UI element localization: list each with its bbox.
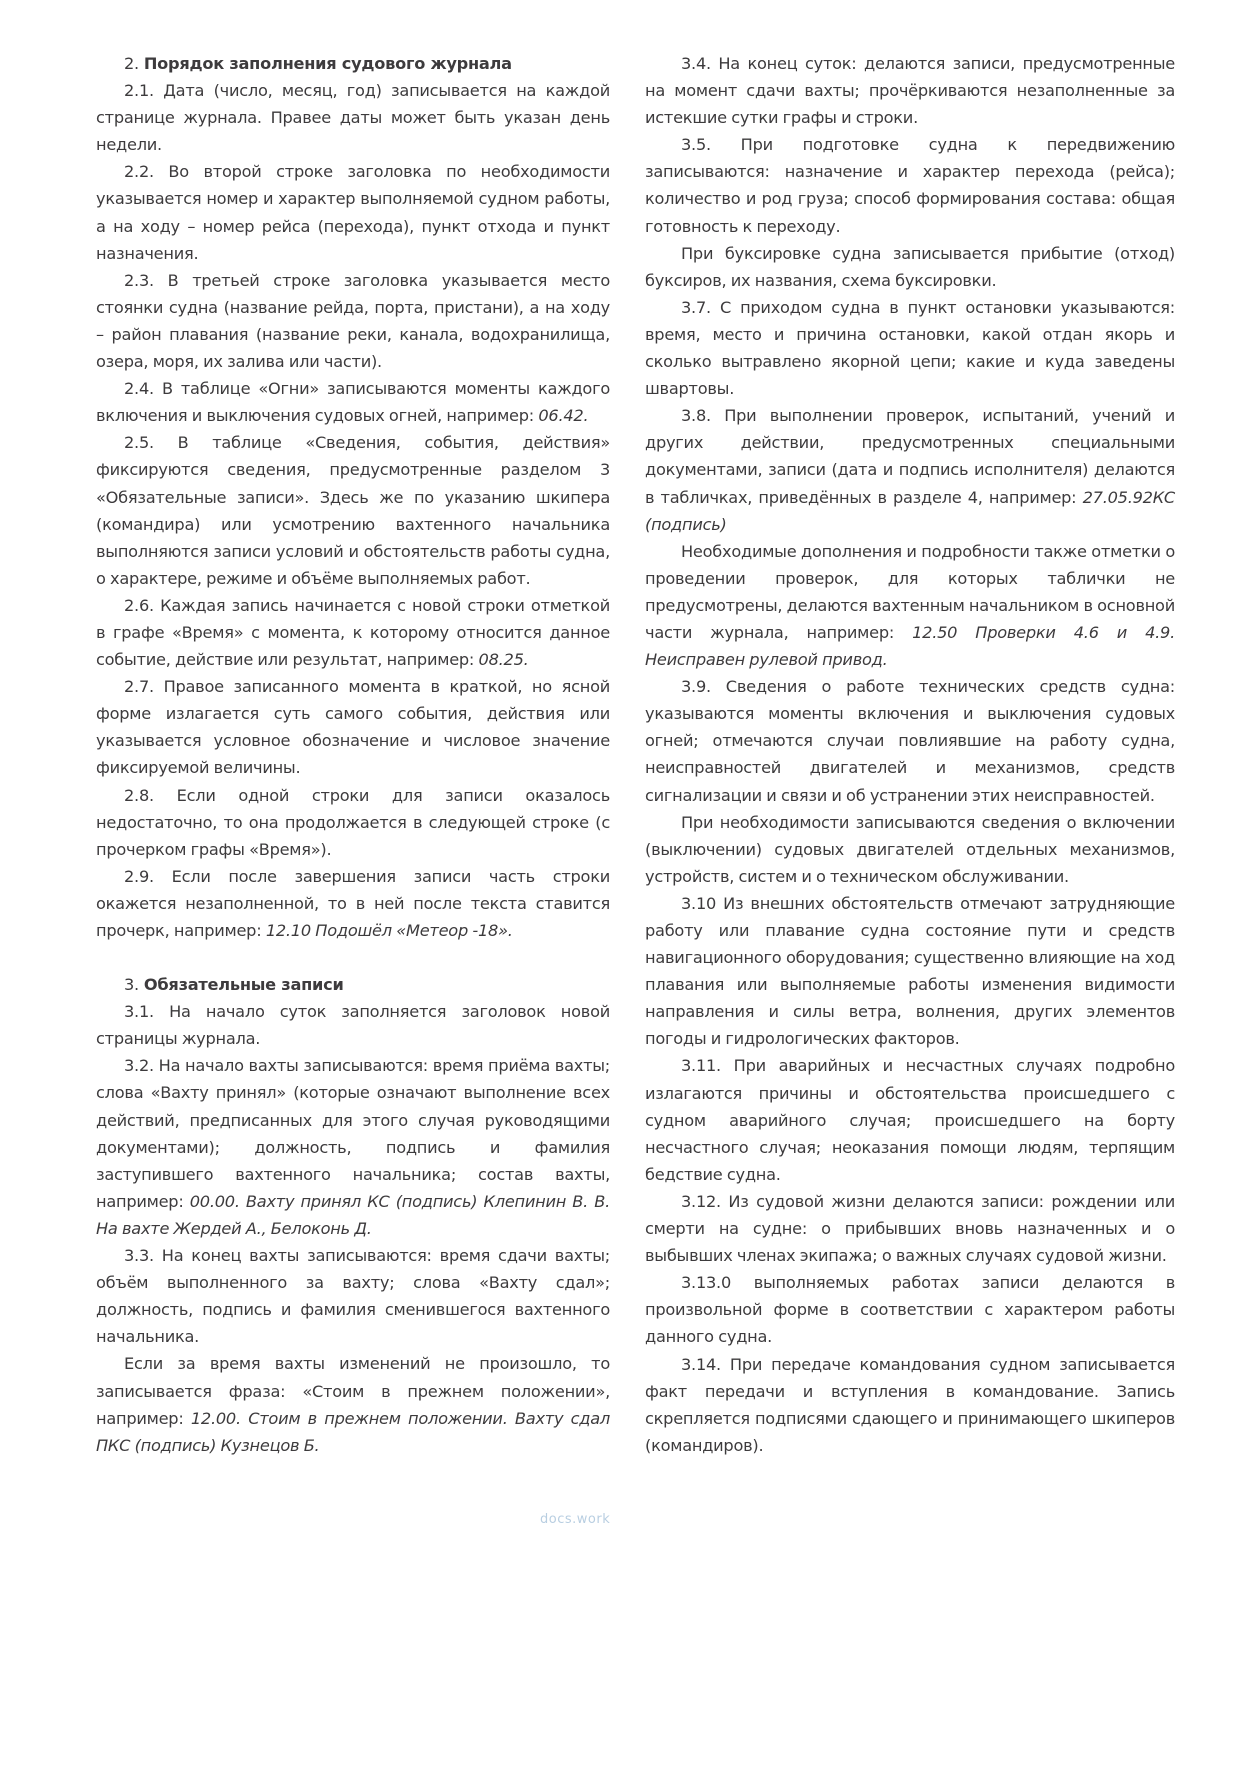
- paragraph-text: 2.2. Во второй строке заголовка по необходимости указывается номер и характер выполняемой судном работы, а на ходу – номер рейса (перехода), пункт отхода и пункт назначения.: [96, 162, 610, 263]
- paragraph-text: 3.5. При подготовке судна к передвижению записываются: назначение и характер перехода (рейса); количество и род груза; способ формирования состава: общая готовность к переходу.: [645, 135, 1175, 236]
- paragraph-text: 2.6. Каждая запись начинается с новой строки отметкой в графе «Время» с момента, к которому относится данное событие, действие или результат, например:: [96, 595, 610, 670]
- paragraph: [96, 1052, 610, 1242]
- section-number: 3.: [124, 975, 139, 995]
- left-column: [96, 50, 610, 1459]
- paragraph-text: При буксировке судна записывается прибытие (отход) буксиров, их названия, схема буксировки.: [645, 243, 1175, 290]
- example-text: 08.25.: [478, 650, 529, 670]
- paragraph-text: 2.3. В третьей строке заголовка указывается место стоянки судна (название рейда, порта, пристани), а на ходу – район плавания (название реки, канала, водохранилища, озера, моря, их залива или части).: [96, 270, 610, 372]
- example-text: 06.42.: [538, 406, 589, 426]
- paragraph: [96, 429, 610, 592]
- paragraph-text: 3.7. С приходом судна в пункт остановки указываются: время, место и причина остановки, какой отдан якорь и сколько вытравлено якорной цепи; какие и куда заведены швартовы.: [645, 297, 1175, 399]
- paragraph: [96, 998, 610, 1052]
- paragraph: [96, 267, 610, 375]
- paragraph-text: 3.10 Из внешних обстоятельств отмечают затрудняющие работу или плавание судна состояние пути и средств навигационного оборудования; существенно влияющие на ход плавания или выполняемые работы изменения видимости направления и силы ветра, волнения, других элементов погоды и гидрологических факторов.: [645, 893, 1175, 1049]
- paragraph: [645, 809, 1175, 890]
- section-title: Порядок заполнения судового журнала: [143, 54, 512, 73]
- paragraph: [96, 77, 610, 158]
- paragraph-text: 3.13.0 выполняемых работах записи делаются в произвольной форме в соответствии с характером работы данного судна.: [645, 1273, 1175, 1347]
- paragraph-text: 3.2. На начало вахты записываются: время приёма вахты; слова «Вахту принял» (которые означают выполнение всех действий, предписанных для этого случая руководящими документами); должность, подпись и фамилия заступившего вахтенного начальника; состав вахты, например:: [96, 1056, 610, 1211]
- right-column: [645, 50, 1175, 1459]
- paragraph-text: 2.5. В таблице «Сведения, события, действия» фиксируются сведения, предусмотренные разделом 3 «Обязательные записи». Здесь же по указанию шкипера (командира) или усмотрению вахтенного начальника выполняются записи условий и обстоятельств работы судна, о характере, режиме и объёме выполняемых работ.: [96, 433, 610, 588]
- paragraph: [96, 1350, 610, 1458]
- example-text: 27.05.92КС (подпись): [645, 487, 1175, 534]
- paragraph-text: 3.8. При выполнении проверок, испытаний, учений и других действии, предусмотренных специальными документами, записи (дата и подпись исполнителя) делаются в табличках, приведённых в разделе 4, например:: [645, 406, 1175, 507]
- paragraph: [96, 673, 610, 781]
- paragraph: [96, 863, 610, 944]
- section-3-heading: [96, 971, 610, 998]
- paragraph: [645, 890, 1175, 1053]
- paragraph-text: 3.11. При аварийных и несчастных случаях подробно излагаются причины и обстоятельства происшедшего с судном аварийного случая; происшедшего на борту несчастного случая; неоказания помощи людям, терпящим бедствие судна.: [645, 1056, 1175, 1184]
- paragraph-text: Если за время вахты изменений не произошло, то записывается фраза: «Стоим в прежнем положении», например:: [96, 1354, 610, 1428]
- section-number: 2.: [124, 54, 139, 73]
- section-2-heading: [96, 50, 610, 77]
- paragraph: [96, 592, 610, 673]
- paragraph: [96, 158, 610, 266]
- paragraph-text: 3.12. Из судовой жизни делаются записи: рождении или смерти на судне: о прибывших вновь назначенных и о выбывших членах экипажа; о важных случаях судовой жизни.: [645, 1191, 1175, 1266]
- paragraph-text: 2.4. В таблице «Огни» записываются моменты каждого включения и выключения судовых огней, например:: [96, 379, 610, 426]
- paragraph: [645, 50, 1175, 131]
- paragraph-text: 3.14. При передаче командования судном записывается факт передачи и вступления в командование. Запись скрепляется подписями сдающего и принимающего шкиперов (командиров).: [645, 1354, 1175, 1455]
- paragraph: [96, 1242, 610, 1350]
- paragraph-text: 3.4. На конец суток: делаются записи, предусмотренные на момент сдачи вахты; прочёркиваются незаполненные за истекшие сутки графы и строки.: [645, 54, 1175, 128]
- paragraph: [645, 131, 1175, 239]
- paragraph-text: 3.3. На конец вахты записываются: время сдачи вахты; объём выполненного за вахту; слова «Вахту сдал»; должность, подпись и фамилия сменившегося вахтенного начальника.: [96, 1246, 610, 1347]
- paragraph: [645, 1052, 1175, 1187]
- example-text: 12.10 Подошёл «Метеор -18».: [265, 921, 513, 940]
- paragraph: [645, 402, 1175, 537]
- paragraph-text: 2.7. Правое записанного момента в краткой, но ясной форме излагается суть самого события, действия или указывается условное обозначение и числовое значение фиксируемой величины.: [96, 677, 610, 778]
- paragraph: [645, 538, 1175, 673]
- paragraph: [645, 240, 1175, 294]
- paragraph-text: 2.8. Если одной строки для записи оказалось недостаточно, то она продолжается в следующей строке (с прочерком графы «Время»).: [96, 785, 610, 859]
- paragraph-text: 2.9. Если после завершения записи часть строки окажется незаполненной, то в ней после текста ставится прочерк, например:: [96, 866, 610, 940]
- paragraph-text: 3.9. Сведения о работе технических средств судна: указываются моменты включения и выключения судовых огней; отмечаются случаи повлиявшие на работу судна, неисправностей двигателей и механизмов, средств сигнализации и связи и об устранении этих неисправностей.: [645, 677, 1175, 805]
- paragraph: [645, 673, 1175, 808]
- example-text: 12.00. Стоим в прежнем положении. Вахту сдал ПКС (подпись) Кузнецов Б.: [96, 1408, 610, 1455]
- watermark: docs.work: [540, 1512, 611, 1527]
- paragraph-text: При необходимости записываются сведения о включении (выключении) судовых двигателей отдельных механизмов, устройств, систем и о техническом обслуживании.: [645, 812, 1175, 886]
- paragraph-text: 2.1. Дата (число, месяц, год) записывается на каждой странице журнала. Правее даты может быть указан день недели.: [96, 81, 610, 155]
- example-text: 12.50 Проверки 4.6 и 4.9. Неисправен рулевой привод.: [645, 622, 1175, 670]
- paragraph-text: 3.1. На начало суток заполняется заголовок новой страницы журнала.: [96, 1002, 610, 1049]
- section-title: Обязательные записи: [143, 975, 344, 995]
- paragraph: [645, 1269, 1175, 1350]
- paragraph: [645, 1351, 1175, 1459]
- paragraph: [645, 1188, 1175, 1269]
- example-text: 00.00. Вахту принял КС (подпись) Клепинин В. В. На вахте Жердей А., Белоконь Д.: [96, 1191, 610, 1238]
- paragraph: [96, 375, 610, 429]
- paragraph-text: Необходимые дополнения и подробности также отметки о проведении проверок, для которых таблички не предусмотрены, делаются вахтенным начальником в основной части журнала, например:: [645, 541, 1175, 642]
- paragraph: [96, 782, 610, 863]
- paragraph: [645, 294, 1175, 402]
